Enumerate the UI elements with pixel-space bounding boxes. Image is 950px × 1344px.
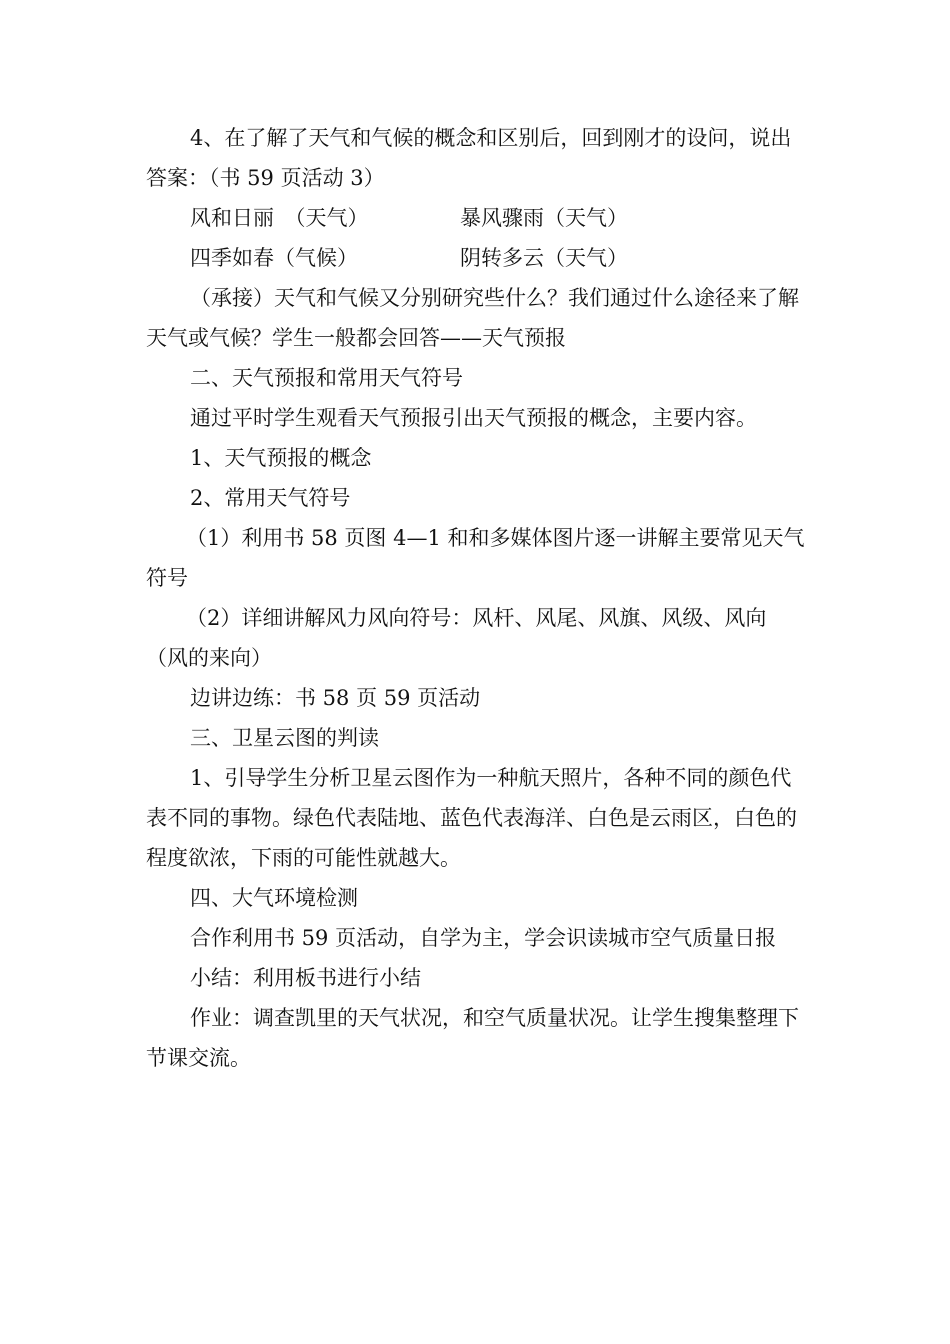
answer-row-1 [146,198,806,238]
paragraph-transition: （承接）天气和气候又分别研究些什么？我们通过什么途径来了解天气或气候？学生一般都会回答——天气预报 [146,286,799,350]
answer-row-1-left: 风和日丽 （天气） [190,206,369,230]
section-heading-satellite: 三、卫星云图的判读 [190,726,379,750]
paragraph-forecast-intro: 通过平时学生观看天气预报引出天气预报的概念，主要内容。 [190,406,757,430]
section-heading-forecast: 二、天气预报和常用天气符号 [190,366,463,390]
list-item-weather-symbols: 2、常用天气符号 [190,486,351,510]
sub-item-symbols-1: （1）利用书 58 页图 4—1 和和多媒体图片逐一讲解主要常见天气符号 [146,526,805,590]
answer-row-1-right: 暴风骤雨（天气） [460,206,628,230]
paragraph-answer-intro: 4、在了解了天气和气候的概念和区别后，回到刚才的设问，说出答案：（书 59 页活动 3） [146,126,792,190]
section-heading-air-quality: 四、大气环境检测 [190,886,358,910]
answer-row-2-right: 阴转多云（天气） [460,246,628,270]
paragraph-summary: 小结：利用板书进行小结 [190,966,421,990]
paragraph-homework: 作业：调查凯里的天气状况，和空气质量状况。让学生搜集整理下节课交流。 [146,1006,799,1070]
paragraph-air-quality: 合作利用书 59 页活动，自学为主，学会识读城市空气质量日报 [190,926,777,950]
sub-item-symbols-2: （2）详细讲解风力风向符号：风杆、风尾、风旗、风级、风向（风的来向） [146,606,767,670]
list-item-forecast-concept: 1、天气预报的概念 [190,446,372,470]
answer-row-2 [146,238,806,278]
paragraph-satellite: 1、引导学生分析卫星云图作为一种航天照片，各种不同的颜色代表不同的事物。绿色代表陆地、蓝色代表海洋、白色是云雨区，白色的程度欲浓，下雨的可能性就越大。 [146,766,797,870]
paragraph-practice: 边讲边练：书 58 页 59 页活动 [190,686,481,710]
answer-row-2-left: 四季如春（气候） [190,246,358,270]
document-body [146,118,806,1078]
